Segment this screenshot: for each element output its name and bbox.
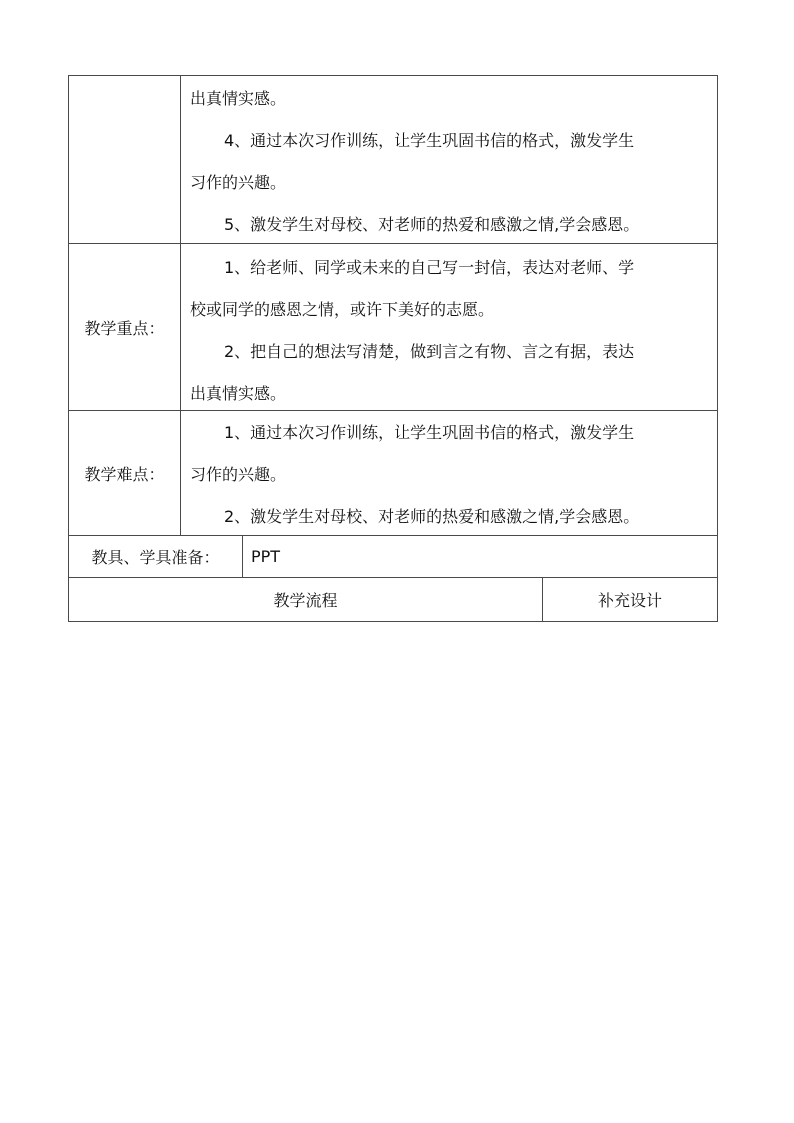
objectives-line-2: 4、通过本次习作训练，让学生巩固书信的格式，激发学生: [224, 131, 635, 150]
materials-label: 教具、学具准备：: [69, 536, 243, 577]
objectives-line-4: 5、激发学生对母校、对老师的热爱和感激之情,学会感恩。: [224, 215, 640, 234]
difficulties-line-1: 1、通过本次习作训练，让学生巩固书信的格式，激发学生: [224, 423, 635, 442]
key-points-line-3: 2、把自己的想法写清楚，做到言之有物、言之有据，表达: [224, 342, 635, 361]
key-points-line-1: 1、给老师、同学或未来的自己写一封信，表达对老师、学: [224, 258, 635, 277]
difficulties-line-2: 习作的兴趣。: [190, 465, 287, 484]
materials-value: PPT: [251, 547, 281, 566]
supplement-design-header: 补充设计: [597, 591, 662, 610]
difficulties-label: 教学难点：: [69, 411, 181, 535]
key-points-line-4: 出真情实感。: [190, 384, 287, 403]
difficulties-content-cell: [181, 411, 717, 535]
key-points-line-2: 校或同学的感恩之情，或许下美好的志愿。: [190, 300, 495, 319]
objectives-content-cell: [181, 76, 717, 243]
teaching-flow-header: 教学流程: [69, 578, 543, 621]
materials-row: [69, 536, 717, 578]
objectives-continued-row: [69, 76, 717, 244]
difficulties-line-3: 2、激发学生对母校、对老师的热爱和感激之情,学会感恩。: [224, 507, 640, 526]
process-header-row: [69, 578, 717, 621]
key-points-label: 教学重点：: [69, 244, 181, 410]
key-points-row: [69, 244, 717, 411]
objectives-line-3: 习作的兴趣。: [190, 173, 287, 192]
difficulties-row: [69, 411, 717, 536]
objectives-line-1: 出真情实感。: [190, 89, 287, 108]
objectives-label-cell: [69, 76, 181, 243]
key-points-content-cell: [181, 244, 717, 410]
lesson-plan-table: [68, 75, 718, 622]
